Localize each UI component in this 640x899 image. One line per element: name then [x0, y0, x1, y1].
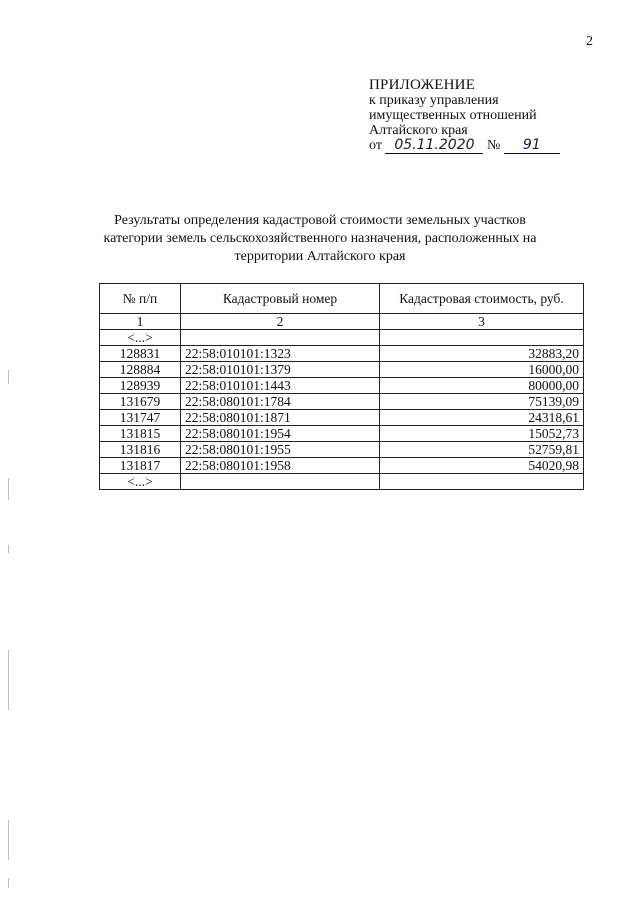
appendix-line-department: имущественных отношений — [369, 108, 537, 123]
ellipsis-row-bottom — [100, 474, 584, 490]
table-row — [100, 362, 584, 378]
table-row — [100, 378, 584, 394]
row-number: 128831 — [100, 346, 181, 362]
row-cadastral-number: 22:58:080101:1958 — [181, 458, 380, 474]
ellipsis-row-top — [100, 330, 584, 346]
row-number: 131817 — [100, 458, 181, 474]
row-number: 131815 — [100, 426, 181, 442]
handwritten-date: 05.11.2020 — [385, 138, 483, 154]
appendix-block — [369, 78, 560, 154]
appendix-line-region: Алтайского края — [369, 123, 468, 138]
column-number-3: 3 — [380, 314, 584, 330]
header-cadastral-value: Кадастровая стоимость, руб. — [380, 284, 584, 314]
row-number: 128884 — [100, 362, 181, 378]
row-cadastral-value: 16000,00 — [380, 362, 584, 378]
row-cadastral-value: 24318,61 — [380, 410, 584, 426]
row-cadastral-number: 22:58:080101:1955 — [181, 442, 380, 458]
row-cadastral-value: 52759,81 — [380, 442, 584, 458]
table-row — [100, 346, 584, 362]
page-number: 2 — [586, 34, 593, 49]
row-cadastral-number: 22:58:080101:1784 — [181, 394, 380, 410]
empty-cell — [181, 330, 380, 346]
scan-edge-mark — [8, 878, 9, 888]
row-number: 131679 — [100, 394, 181, 410]
scan-edge-mark — [8, 650, 9, 710]
row-cadastral-number: 22:58:080101:1954 — [181, 426, 380, 442]
row-number: 131747 — [100, 410, 181, 426]
table-header-row — [100, 284, 584, 314]
document-title-line-2: категории земель сельскохозяйственного назначения, расположенных на — [103, 231, 537, 246]
appendix-line-order: к приказу управления — [369, 93, 499, 108]
ellipsis-cell: <...> — [100, 330, 181, 346]
row-number: 128939 — [100, 378, 181, 394]
row-cadastral-value: 80000,00 — [380, 378, 584, 394]
empty-cell — [380, 330, 584, 346]
scan-edge-mark — [8, 545, 9, 553]
from-label: от — [369, 138, 382, 153]
appendix-title: ПРИЛОЖЕНИЕ — [369, 77, 476, 93]
ellipsis-cell: <...> — [100, 474, 181, 490]
row-cadastral-value: 75139,09 — [380, 394, 584, 410]
document-title-line-3: территории Алтайского края — [234, 249, 406, 264]
table-row — [100, 458, 584, 474]
scan-edge-mark — [8, 820, 9, 860]
row-number: 131816 — [100, 442, 181, 458]
document-title-line-1: Результаты определения кадастровой стоимости земельных участков — [114, 213, 526, 228]
table-row — [100, 410, 584, 426]
table-row — [100, 426, 584, 442]
cadastral-value-table — [99, 283, 584, 490]
row-cadastral-value: 32883,20 — [380, 346, 584, 362]
scan-edge-mark — [8, 478, 9, 500]
scan-edge-mark — [8, 370, 9, 384]
table-row — [100, 442, 584, 458]
row-cadastral-value: 15052,73 — [380, 426, 584, 442]
row-cadastral-number: 22:58:080101:1871 — [181, 410, 380, 426]
row-cadastral-number: 22:58:010101:1443 — [181, 378, 380, 394]
document-title — [95, 212, 545, 266]
handwritten-order-number: 91 — [504, 138, 560, 154]
table-row — [100, 394, 584, 410]
appendix-date-number-line — [369, 138, 560, 154]
header-number: № п/п — [100, 284, 181, 314]
column-number-2: 2 — [181, 314, 380, 330]
empty-cell — [181, 474, 380, 490]
empty-cell — [380, 474, 584, 490]
row-cadastral-number: 22:58:010101:1379 — [181, 362, 380, 378]
row-cadastral-number: 22:58:010101:1323 — [181, 346, 380, 362]
number-label: № — [486, 138, 501, 153]
row-cadastral-value: 54020,98 — [380, 458, 584, 474]
column-number-row — [100, 314, 584, 330]
header-cadastral-number: Кадастровый номер — [181, 284, 380, 314]
column-number-1: 1 — [100, 314, 181, 330]
